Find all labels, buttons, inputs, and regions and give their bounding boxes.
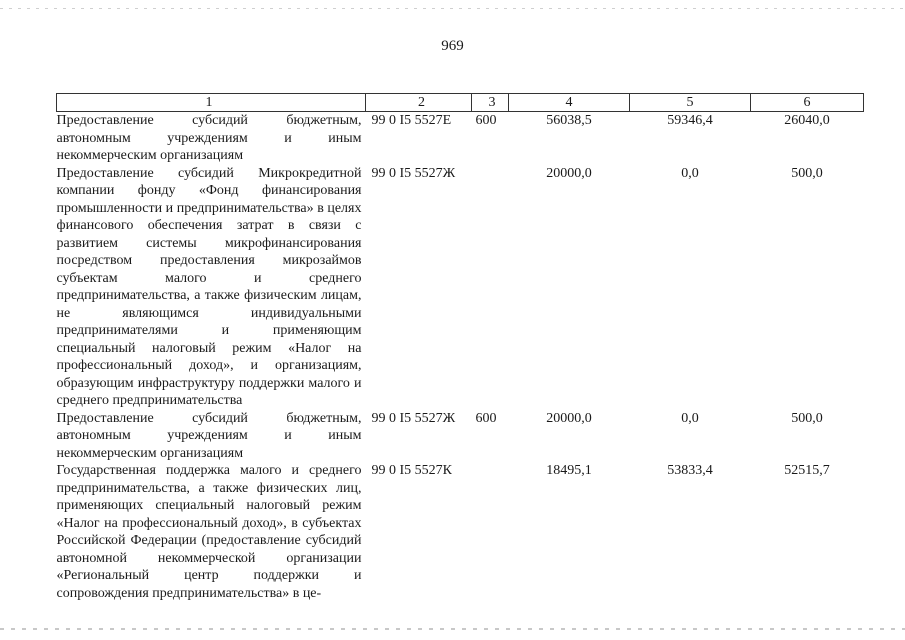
column-header-6: 6 (751, 94, 864, 112)
budget-table (56, 93, 864, 602)
column-header-4: 4 (509, 94, 630, 112)
row-type: 600 (475, 410, 497, 426)
row-type (472, 165, 509, 410)
row-value-4: 20000,0 (546, 410, 592, 426)
table-header-row (57, 94, 864, 112)
row-value-5: 53833,4 (667, 463, 713, 478)
row-value-5: 0,0 (681, 165, 699, 181)
column-header-3: 3 (472, 94, 509, 112)
column-header-1: 1 (57, 94, 366, 112)
row-code: 99 0 I5 5527Ж (371, 410, 456, 426)
row-value-4: 20000,0 (546, 165, 592, 181)
table-row (57, 410, 864, 463)
scan-bottom-artifact (0, 628, 905, 630)
row-value-6: 500,0 (791, 165, 823, 181)
row-value-6: 500,0 (791, 410, 823, 426)
column-header-5: 5 (630, 94, 751, 112)
row-description: Предоставление субсидий бюджетным, автономным учреждениям и иным некоммерческим организациям (56, 410, 362, 461)
table-row (57, 165, 864, 410)
table-row (57, 462, 864, 602)
page-number: 969 (441, 38, 464, 54)
row-type: 600 (475, 113, 497, 128)
row-description: Государственная поддержка малого и среднего предпринимательства, а также физических лиц, применяющих специальный налоговый режим «Налог на профессиональный доход», в субъектах Российской Федерации (предоставление субсидий автономной некоммерческой организации «Региональный центр поддержки и сопровождения предпринимательства» в це- (56, 463, 362, 601)
table-row (57, 112, 864, 165)
row-code: 99 0 I5 5527Е (371, 113, 452, 128)
row-description: Предоставление субсидий бюджетным, автономным учреждениям и иным некоммерческим организациям (56, 113, 362, 163)
row-code: 99 0 I5 5527Ж (371, 165, 456, 181)
row-value-6: 26040,0 (784, 113, 830, 128)
column-header-2: 2 (366, 94, 472, 112)
row-value-5: 59346,4 (667, 113, 713, 128)
row-description: Предоставление субсидий Микрокредитной компании фонду «Фонд финансирования промышленности и предпринимательства» в целях финансового обеспечения затрат в связи с развитием системы микрофинансирования посредством предоставления микрозаймов субъектам малого и среднего предпринимательства, а также физическим лицам, не являющимся индивидуальными предпринимателями и применяющим специальный налоговый режим «Налог на профессиональный доход», и организациям, образующим инфраструктуру поддержки малого и среднего предпринимательства (56, 165, 362, 408)
row-type (472, 462, 509, 602)
row-value-4: 56038,5 (546, 113, 592, 128)
row-value-6: 52515,7 (784, 463, 830, 478)
row-code: 99 0 I5 5527К (371, 463, 452, 478)
row-value-4: 18495,1 (546, 463, 592, 478)
row-value-5: 0,0 (681, 410, 699, 426)
scan-top-artifact (0, 8, 905, 9)
